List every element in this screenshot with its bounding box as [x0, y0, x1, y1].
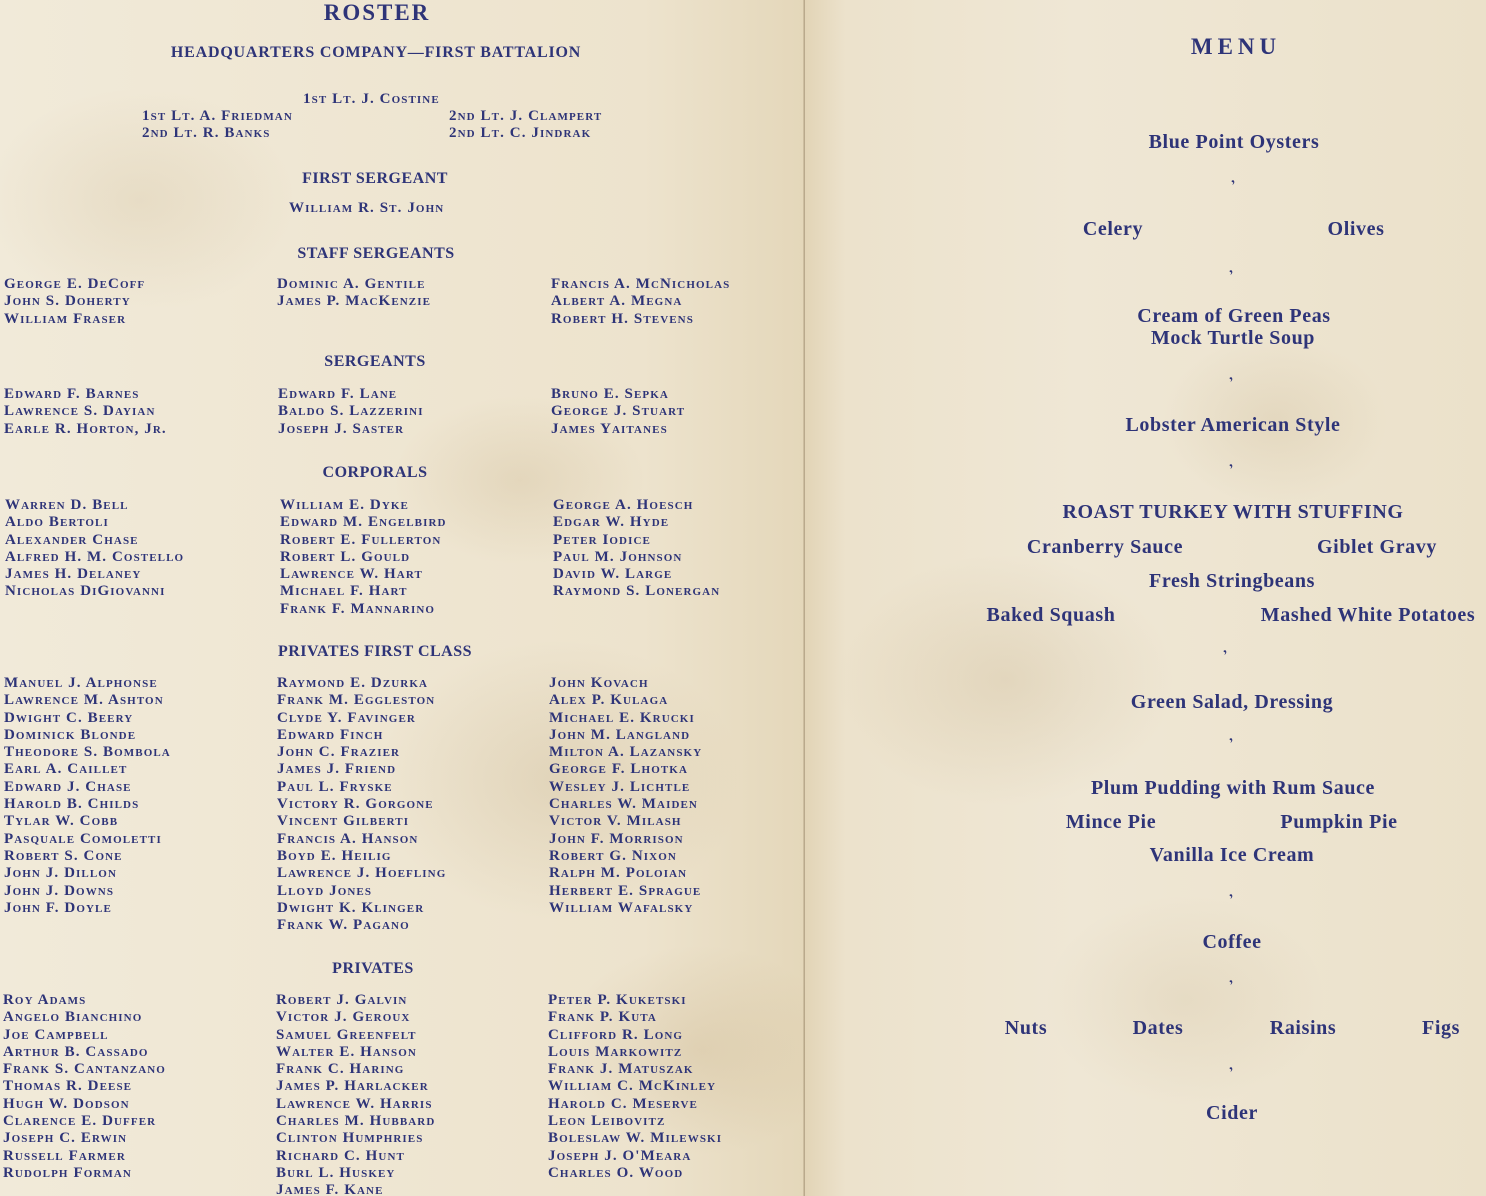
- pfc-heading: PRIVATES FIRST CLASS: [277, 643, 473, 660]
- roster-name: George E. DeCoff: [4, 276, 146, 292]
- roster-name: Joseph C. Erwin: [3, 1130, 128, 1147]
- menu-soup-2: Mock Turtle Soup: [1150, 327, 1316, 349]
- roster-name: Alfred H. M. Costello: [5, 548, 185, 565]
- roster-name: James H. Delaney: [5, 566, 142, 583]
- roster-name: Herbert E. Sprague: [549, 882, 702, 899]
- roster-name: George A. Hoesch: [553, 497, 694, 513]
- sergeants-col1: [4, 386, 167, 438]
- officer-right-2: 2nd Lt. C. Jindrak: [449, 125, 592, 141]
- roster-name: Lawrence J. Hoefling: [277, 865, 447, 882]
- roster-name: Lawrence W. Harris: [276, 1095, 433, 1112]
- roster-name: John M. Langland: [549, 726, 691, 743]
- roster-name: Alexander Chase: [5, 531, 139, 548]
- roster-name: Ralph M. Poloian: [549, 865, 688, 882]
- roster-name: Edward M. Engelbird: [280, 514, 447, 531]
- separator-mark-2: ’: [1227, 267, 1239, 284]
- roster-name: Pasquale Comoletti: [4, 830, 162, 847]
- pfc-col2: [277, 675, 446, 934]
- officer-left-2: 2nd Lt. R. Banks: [142, 125, 271, 141]
- privates-col1: [3, 992, 166, 1182]
- menu-turkey: ROAST TURKEY WITH STUFFING: [1062, 501, 1404, 523]
- first-sergeant-name: William R. St. John: [289, 200, 445, 216]
- privates-col2: [276, 992, 435, 1196]
- roster-name: Paul L. Fryske: [277, 778, 393, 795]
- roster-name: Raymond S. Lonergan: [553, 583, 721, 600]
- roster-name: Michael F. Hart: [280, 583, 408, 600]
- roster-name: Clyde Y. Favinger: [277, 709, 416, 726]
- roster-name: Frank J. Matuszak: [548, 1061, 694, 1078]
- roster-name: Russell Farmer: [3, 1147, 126, 1164]
- menu-figs: Figs: [1422, 1017, 1460, 1039]
- roster-name: Manuel J. Alphonse: [4, 675, 158, 691]
- roster-name: Charles M. Hubbard: [276, 1113, 436, 1130]
- roster-name: Joseph J. Saster: [278, 420, 405, 437]
- officer-right-1: 2nd Lt. J. Clampert: [449, 108, 603, 124]
- roster-name: Lloyd Jones: [277, 882, 373, 899]
- staff-sergeants-col1: [4, 276, 145, 328]
- roster-name: Peter Iodice: [553, 531, 651, 548]
- roster-name: Harold C. Meserve: [548, 1095, 698, 1112]
- roster-name: Frank C. Haring: [276, 1061, 405, 1078]
- staff-sergeants-col2: [277, 276, 431, 311]
- roster-name: Francis A. McNicholas: [551, 276, 731, 292]
- roster-name: John C. Frazier: [277, 744, 401, 761]
- roster-name: Victory R. Gorgone: [277, 796, 434, 813]
- company-heading: HEADQUARTERS COMPANY—FIRST BATTALION: [170, 44, 582, 61]
- roster-name: Warren D. Bell: [5, 497, 129, 513]
- roster-name: William Fraser: [4, 310, 127, 327]
- roster-name: William C. McKinley: [548, 1078, 717, 1095]
- menu-icecream: Vanilla Ice Cream: [1149, 844, 1315, 866]
- roster-name: Robert H. Stevens: [551, 310, 694, 327]
- roster-name: Tylar W. Cobb: [4, 813, 119, 830]
- roster-name: Robert E. Fullerton: [280, 531, 442, 548]
- privates-heading: PRIVATES: [332, 960, 414, 977]
- roster-name: Vincent Gilberti: [277, 813, 410, 830]
- privates-col3: [548, 992, 722, 1182]
- roster-name: James J. Friend: [277, 761, 397, 778]
- menu-soup-1: Cream of Green Peas: [1137, 305, 1331, 327]
- roster-name: Lawrence S. Dayian: [4, 403, 156, 420]
- roster-name: Raymond E. Dzurka: [277, 675, 429, 691]
- roster-name: Angelo Bianchino: [3, 1009, 143, 1026]
- roster-name: Nicholas DiGiovanni: [5, 583, 166, 600]
- separator-mark-5: ’: [1221, 647, 1233, 664]
- separator-mark-1: ’: [1229, 177, 1241, 194]
- roster-name: Joe Campbell: [3, 1026, 109, 1043]
- roster-name: Boyd E. Heilig: [277, 847, 392, 864]
- roster-name: Paul M. Johnson: [553, 548, 683, 565]
- roster-name: Frank M. Eggleston: [277, 692, 436, 709]
- roster-name: Boleslaw W. Milewski: [548, 1130, 723, 1147]
- roster-name: John J. Downs: [4, 882, 115, 899]
- roster-name: Hugh W. Dodson: [3, 1095, 130, 1112]
- roster-name: John F. Morrison: [549, 830, 684, 847]
- roster-name: Dwight K. Klinger: [277, 899, 425, 916]
- roster-name: Edward J. Chase: [4, 778, 132, 795]
- roster-name: Clinton Humphries: [276, 1130, 424, 1147]
- officer-top: 1st Lt. J. Costine: [303, 91, 440, 107]
- roster-name: Harold B. Childs: [4, 796, 140, 813]
- roster-name: Roy Adams: [3, 992, 87, 1008]
- pfc-col1: [4, 675, 171, 917]
- roster-name: Walter E. Hanson: [276, 1043, 417, 1060]
- roster-name: Earl A. Caillet: [4, 761, 128, 778]
- roster-name: David W. Large: [553, 566, 673, 583]
- roster-name: John S. Doherty: [4, 293, 131, 310]
- roster-name: James Yaitanes: [551, 420, 668, 437]
- menu-dates: Dates: [1132, 1017, 1184, 1039]
- roster-name: Earle R. Horton, Jr.: [4, 420, 167, 437]
- roster-name: Victor J. Geroux: [276, 1009, 411, 1026]
- sergeants-heading: SERGEANTS: [324, 353, 426, 370]
- menu-stringbeans: Fresh Stringbeans: [1149, 570, 1315, 592]
- separator-mark-3: ’: [1227, 374, 1239, 391]
- roster-name: Leon Leibovitz: [548, 1113, 666, 1130]
- roster-name: John Kovach: [549, 675, 649, 691]
- roster-name: Clarence E. Duffer: [3, 1113, 157, 1130]
- menu-oysters: Blue Point Oysters: [1148, 131, 1320, 153]
- menu-pudding: Plum Pudding with Rum Sauce: [1090, 777, 1376, 799]
- roster-name: Charles O. Wood: [548, 1164, 684, 1181]
- roster-name: Thomas R. Deese: [3, 1078, 133, 1095]
- menu-coffee: Coffee: [1202, 931, 1262, 953]
- roster-name: Clifford R. Long: [548, 1026, 684, 1043]
- separator-mark-4: ’: [1227, 461, 1239, 478]
- roster-name: Dwight C. Beery: [4, 709, 134, 726]
- roster-name: John J. Dillon: [4, 865, 117, 882]
- roster-name: Lawrence M. Ashton: [4, 692, 164, 709]
- roster-name: Victor V. Milash: [549, 813, 682, 830]
- roster-name: Theodore S. Bombola: [4, 744, 171, 761]
- menu-potatoes: Mashed White Potatoes: [1260, 604, 1476, 626]
- roster-name: Dominic A. Gentile: [277, 276, 426, 292]
- roster-name: Rudolph Forman: [3, 1164, 132, 1181]
- roster-name: George J. Stuart: [551, 403, 686, 420]
- roster-name: Edward F. Barnes: [4, 386, 140, 402]
- roster-name: Burl L. Huskey: [276, 1164, 396, 1181]
- roster-name: Dominick Blonde: [4, 726, 137, 743]
- roster-name: Milton A. Lazansky: [549, 744, 703, 761]
- roster-name: Francis A. Hanson: [277, 830, 419, 847]
- menu-gravy: Giblet Gravy: [1317, 536, 1437, 558]
- roster-name: Robert G. Nixon: [549, 847, 677, 864]
- separator-mark-8: ’: [1227, 977, 1239, 994]
- separator-mark-7: ’: [1227, 891, 1239, 908]
- menu-cranberry: Cranberry Sauce: [1026, 536, 1184, 558]
- menu-salad: Green Salad, Dressing: [1130, 691, 1334, 713]
- roster-name: Robert L. Gould: [280, 548, 411, 565]
- first-sergeant-heading: FIRST SERGEANT: [302, 170, 448, 187]
- roster-name: James P. Harlacker: [276, 1078, 429, 1095]
- corporals-col2: [280, 497, 447, 618]
- pfc-col3: [549, 675, 702, 917]
- menu-celery: Celery: [1082, 218, 1144, 240]
- roster-title: ROSTER: [323, 0, 431, 25]
- menu-lobster: Lobster American Style: [1125, 414, 1341, 436]
- roster-name: Baldo S. Lazzerini: [278, 403, 424, 420]
- roster-name: John F. Doyle: [4, 899, 112, 916]
- roster-name: Arthur B. Cassado: [3, 1043, 149, 1060]
- roster-name: James F. Kane: [276, 1182, 384, 1196]
- menu-title: MENU: [1190, 34, 1282, 59]
- menu-squash: Baked Squash: [986, 604, 1116, 626]
- menu-cider: Cider: [1206, 1102, 1258, 1124]
- roster-name: Robert S. Cone: [4, 847, 123, 864]
- roster-name: Edward Finch: [277, 726, 384, 743]
- roster-name: Wesley J. Lichtle: [549, 778, 691, 795]
- roster-name: Bruno E. Sepka: [551, 386, 669, 402]
- roster-name: Edgar W. Hyde: [553, 514, 670, 531]
- roster-name: Albert A. Megna: [551, 293, 683, 310]
- roster-name: Lawrence W. Hart: [280, 566, 423, 583]
- roster-name: Frank F. Mannarino: [280, 600, 436, 617]
- menu-raisins: Raisins: [1269, 1017, 1337, 1039]
- roster-name: Edward F. Lane: [278, 386, 398, 402]
- separator-mark-6: ’: [1227, 735, 1239, 752]
- menu-olives: Olives: [1327, 218, 1385, 240]
- roster-name: William E. Dyke: [280, 497, 409, 513]
- corporals-heading: CORPORALS: [322, 464, 428, 481]
- roster-name: Frank S. Cantanzano: [3, 1061, 166, 1078]
- roster-name: Peter P. Kuketski: [548, 992, 687, 1008]
- roster-name: Joseph J. O'Meara: [548, 1147, 692, 1164]
- menu-page: [805, 0, 1486, 1196]
- roster-name: Louis Markowitz: [548, 1043, 683, 1060]
- roster-name: George F. Lhotka: [549, 761, 688, 778]
- separator-mark-9: ’: [1227, 1064, 1239, 1081]
- roster-name: William Wafalsky: [549, 899, 694, 916]
- officer-left-1: 1st Lt. A. Friedman: [142, 108, 293, 124]
- roster-name: Frank P. Kuta: [548, 1009, 657, 1026]
- roster-name: Alex P. Kulaga: [549, 692, 669, 709]
- roster-name: Aldo Bertoli: [5, 514, 109, 531]
- staff-sergeants-heading: STAFF SERGEANTS: [297, 245, 455, 262]
- roster-name: James P. MacKenzie: [277, 293, 432, 310]
- sergeants-col3: [551, 386, 685, 438]
- roster-name: Robert J. Galvin: [276, 992, 408, 1008]
- roster-name: Michael E. Krucki: [549, 709, 695, 726]
- roster-name: Charles W. Maiden: [549, 796, 698, 813]
- corporals-col1: [5, 497, 184, 601]
- roster-name: Frank W. Pagano: [277, 917, 410, 934]
- sergeants-col2: [278, 386, 424, 438]
- roster-name: Richard C. Hunt: [276, 1147, 405, 1164]
- roster-name: Samuel Greenfelt: [276, 1026, 417, 1043]
- menu-mince: Mince Pie: [1065, 811, 1157, 833]
- menu-pumpkin: Pumpkin Pie: [1280, 811, 1398, 833]
- staff-sergeants-col3: [551, 276, 730, 328]
- menu-nuts: Nuts: [1004, 1017, 1048, 1039]
- corporals-col3: [553, 497, 720, 601]
